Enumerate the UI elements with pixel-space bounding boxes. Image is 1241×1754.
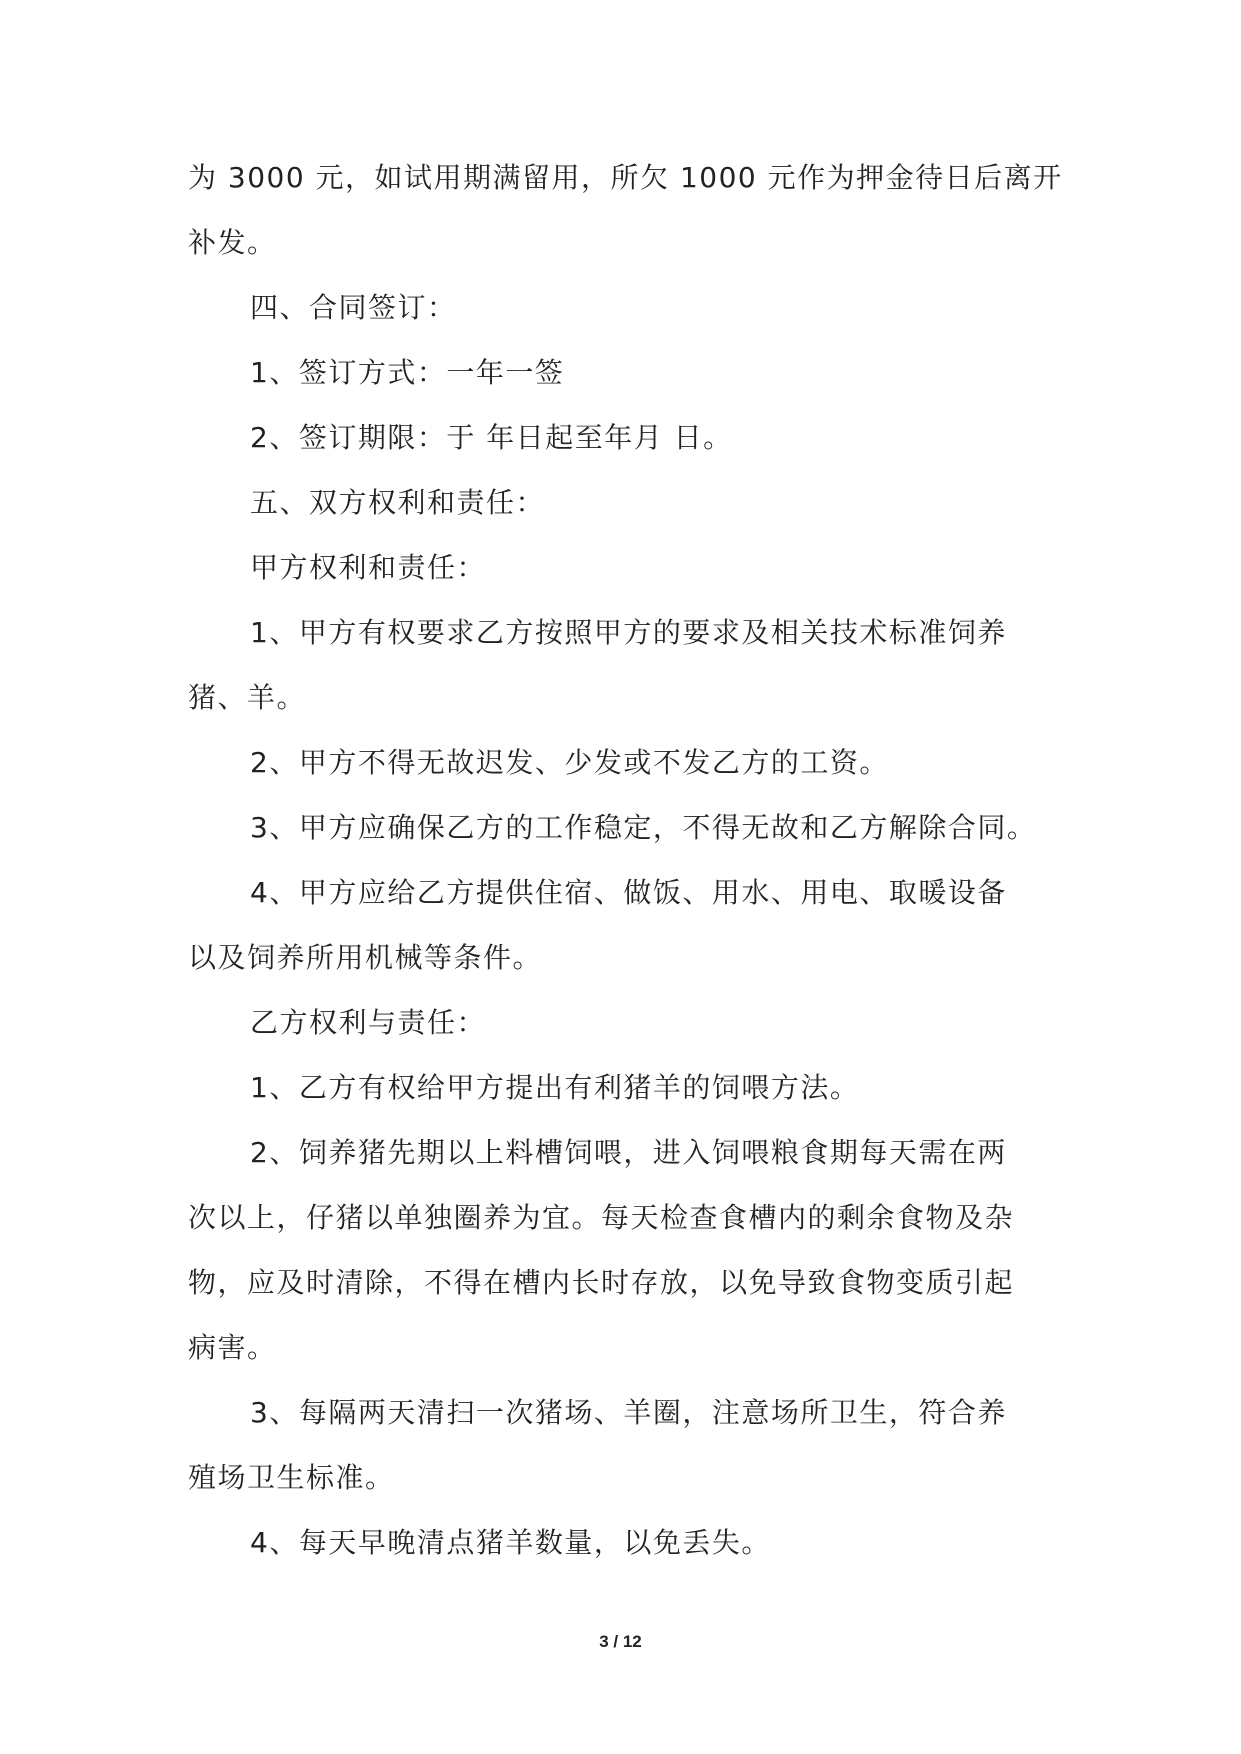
text-line: 4、每天早晚清点猪羊数量，以免丢失。 [250,1526,771,1559]
text-line: 2、甲方不得无故迟发、少发或不发乙方的工资。 [250,746,889,779]
page-number: 3 / 12 [599,1632,642,1651]
text-line: 2、饲养猪先期以上料槽饲喂，进入饲喂粮食期每天需在两 [250,1136,1007,1169]
text-line: 1、乙方有权给甲方提出有利猪羊的饲喂方法。 [250,1071,860,1104]
text-line: 1、甲方有权要求乙方按照甲方的要求及相关技术标准饲养 [250,616,1007,649]
section-heading: 五、双方权利和责任： [250,486,546,519]
text-line: 2、签订期限：于 年日起至年月 日。 [250,421,733,454]
subsection-heading: 乙方权利与责任： [250,1006,487,1039]
text-line: 猪、羊。 [188,681,307,714]
text-line: 殖场卫生标准。 [188,1461,395,1494]
document-body [188,160,1068,1590]
text-line: 3、甲方应确保乙方的工作稳定，不得无故和乙方解除合同。 [250,811,1037,844]
section-heading: 四、合同签订： [250,291,457,324]
text-line: 1、签订方式：一年一签 [250,356,565,389]
text-line: 以及饲养所用机械等条件。 [188,941,543,974]
text-line: 物，应及时清除，不得在槽内长时存放，以免导致食物变质引起 [188,1266,1015,1299]
text-line: 4、甲方应给乙方提供住宿、做饭、用水、用电、取暖设备 [250,876,1007,909]
text-line: 病害。 [188,1331,277,1364]
text-line: 次以上，仔猪以单独圈养为宜。每天检查食槽内的剩余食物及杂 [188,1201,1015,1234]
text-line: 3、每隔两天清扫一次猪场、羊圈，注意场所卫生，符合养 [250,1396,1007,1429]
subsection-heading: 甲方权利和责任： [250,551,487,584]
text-line: 补发。 [188,226,277,259]
text-line: 为 3000 元，如试用期满留用，所欠 1000 元作为押金待日后离开 [188,161,1063,194]
